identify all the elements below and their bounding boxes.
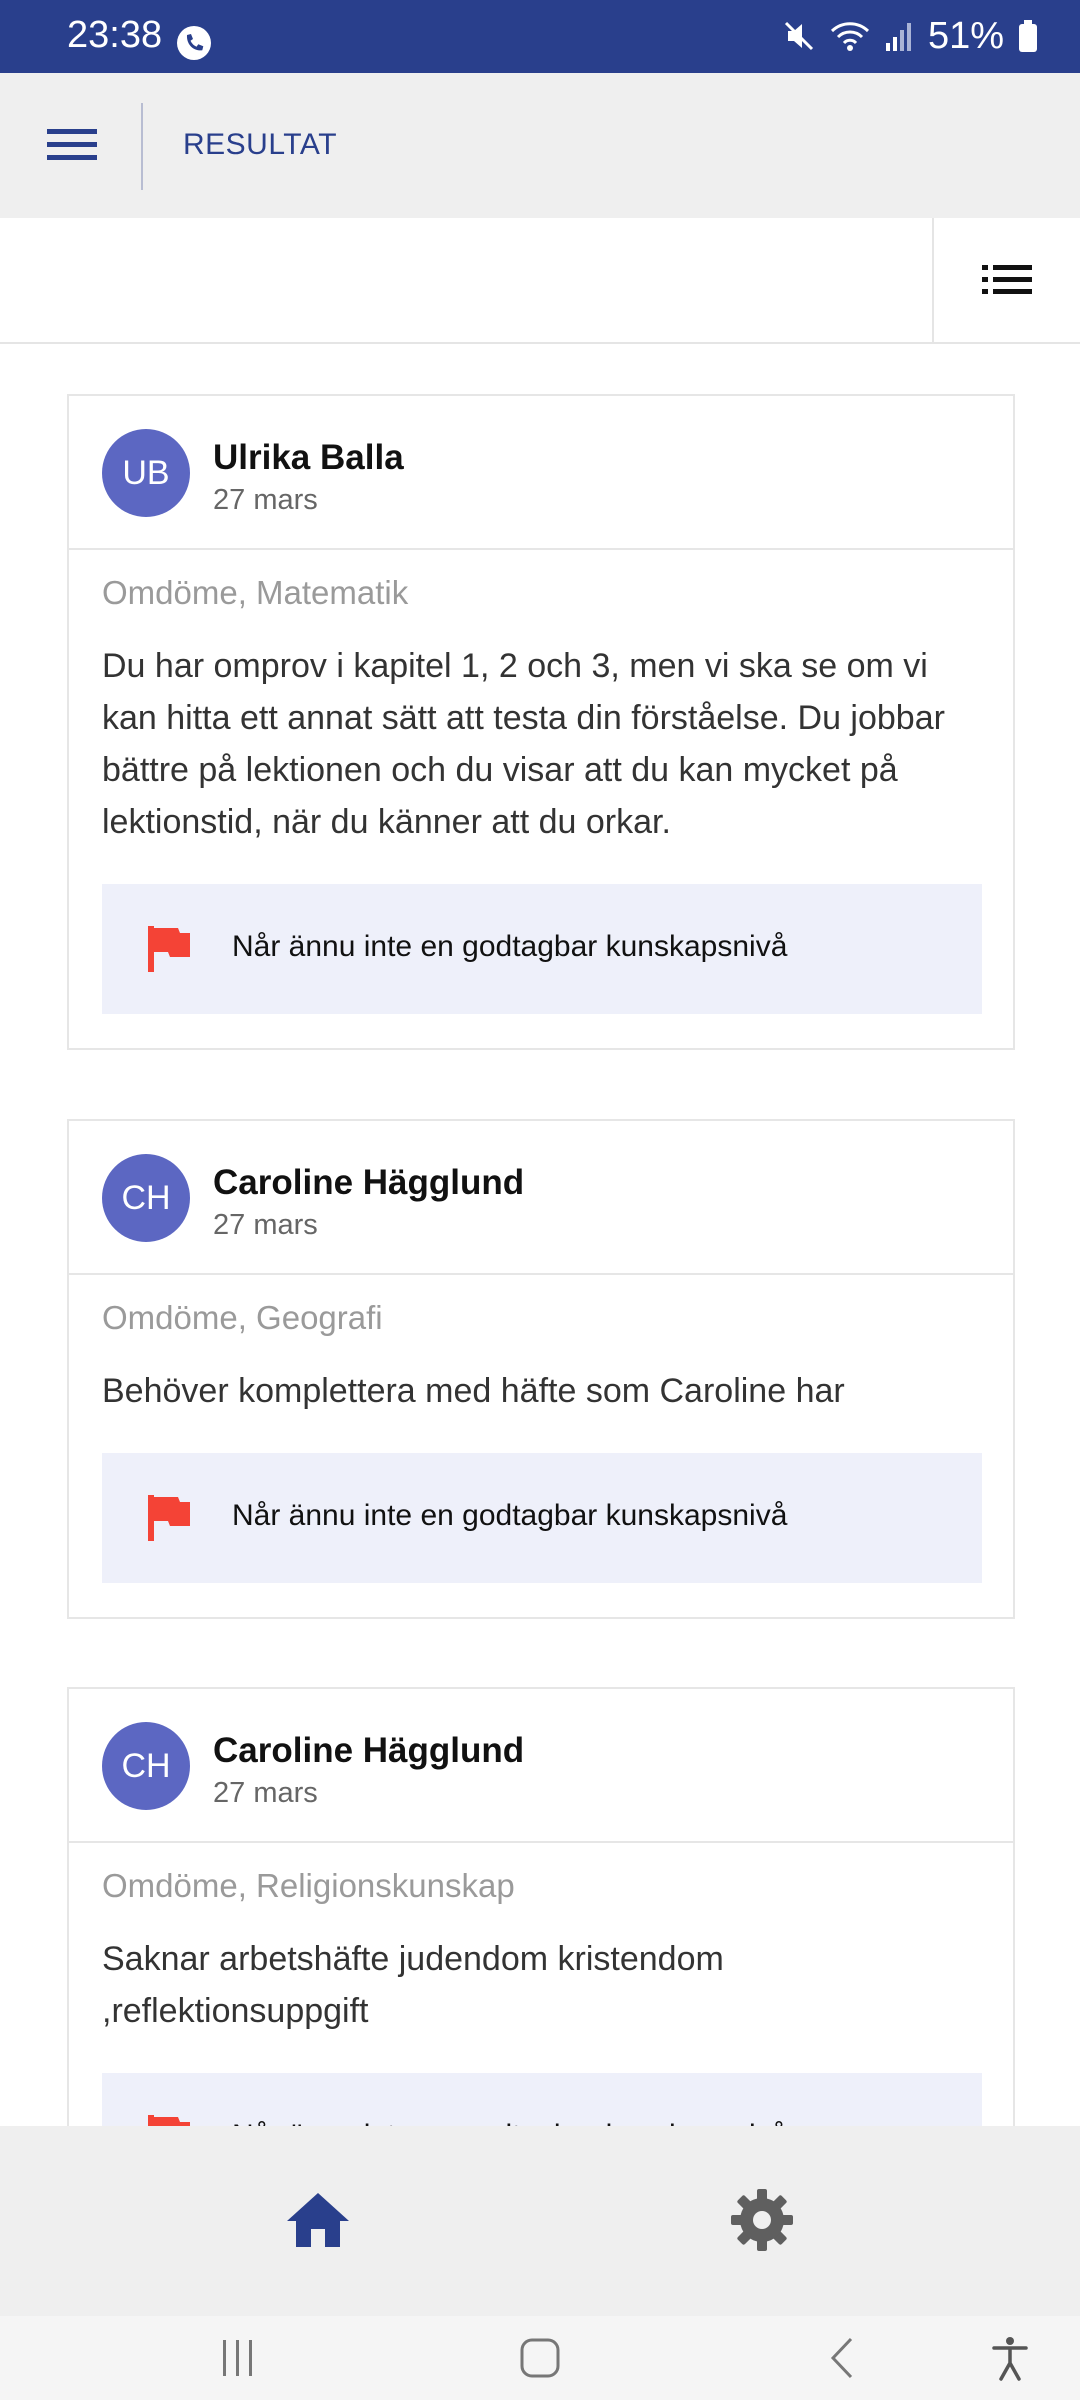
comment-text: Saknar arbetshäfte judendom kristendom ,reflektionsuppgift [102, 1940, 724, 2030]
accessibility-icon [990, 2335, 1030, 2381]
list-view-icon [982, 263, 1032, 297]
card-body [69, 550, 1013, 1048]
app-bar-divider [141, 103, 143, 190]
phone-call-icon [176, 25, 212, 61]
avatar: CH [102, 1154, 190, 1242]
post-date: 27 mars [213, 1209, 318, 1241]
comment-text: Du har omprov i kapitel 1, 2 och 3, men vi ska se om vi kan hitta ett annat sätt att testa din förståelse. Du jobbar bättre på lektionen och du visar att du kan mycket på lektionstid, när du känner att du orkar. [102, 647, 945, 841]
nav-settings-button[interactable] [714, 2172, 810, 2268]
avatar: UB [102, 429, 190, 517]
recent-apps-icon [218, 2338, 258, 2378]
result-card[interactable] [67, 394, 1015, 1050]
list-view-button[interactable] [932, 218, 1080, 342]
subject-label: Omdöme, Religionskunskap [102, 1867, 515, 1904]
card-header [69, 396, 1013, 550]
status-text: Når ännu inte en godtagbar kunskapsnivå [232, 1499, 788, 1532]
accessibility-button[interactable] [978, 2326, 1042, 2390]
battery-icon [1018, 19, 1038, 53]
hamburger-menu-icon [47, 127, 97, 163]
home-icon [285, 2191, 351, 2249]
results-feed[interactable] [0, 344, 1080, 2126]
status-time: 23:38 [67, 14, 163, 56]
card-body [69, 1275, 1013, 1617]
post-date: 27 mars [213, 1777, 318, 1809]
wifi-icon [830, 19, 870, 53]
battery-percent: 51% [927, 14, 1004, 57]
author-name: Caroline Hägglund [213, 1731, 525, 1770]
mute-icon [782, 19, 816, 53]
settings-icon [729, 2187, 795, 2253]
status-text: Når ännu inte en godtagbar kunskapsnivå [232, 930, 788, 963]
flag-icon [146, 1493, 192, 1543]
flag-icon [146, 924, 192, 974]
subject-label: Omdöme, Geografi [102, 1299, 383, 1336]
sub-toolbar [0, 218, 1080, 344]
status-box [102, 1453, 982, 1583]
nav-home-button[interactable] [270, 2172, 366, 2268]
result-card[interactable] [67, 1119, 1015, 1619]
back-button[interactable] [810, 2326, 874, 2390]
system-nav-bar [0, 2316, 1080, 2400]
post-date: 27 mars [213, 484, 318, 516]
status-box [102, 884, 982, 1014]
status-bar [0, 0, 1080, 73]
app-bar [0, 73, 1080, 218]
bottom-nav [0, 2126, 1080, 2316]
system-home-button[interactable] [508, 2326, 572, 2390]
page-title: RESULTAT [183, 128, 338, 161]
card-header [69, 1121, 1013, 1275]
comment-text: Behöver komplettera med häfte som Caroline har [102, 1372, 845, 1410]
status-icons [782, 14, 1038, 58]
subject-label: Omdöme, Matematik [102, 574, 409, 611]
hamburger-menu-button[interactable] [40, 113, 104, 177]
author-name: Ulrika Balla [213, 438, 404, 477]
system-home-icon [518, 2336, 562, 2380]
back-icon [827, 2336, 857, 2380]
card-header [69, 1689, 1013, 1843]
signal-icon [884, 19, 914, 53]
avatar: CH [102, 1722, 190, 1810]
author-name: Caroline Hägglund [213, 1163, 525, 1202]
recent-apps-button[interactable] [206, 2326, 270, 2390]
